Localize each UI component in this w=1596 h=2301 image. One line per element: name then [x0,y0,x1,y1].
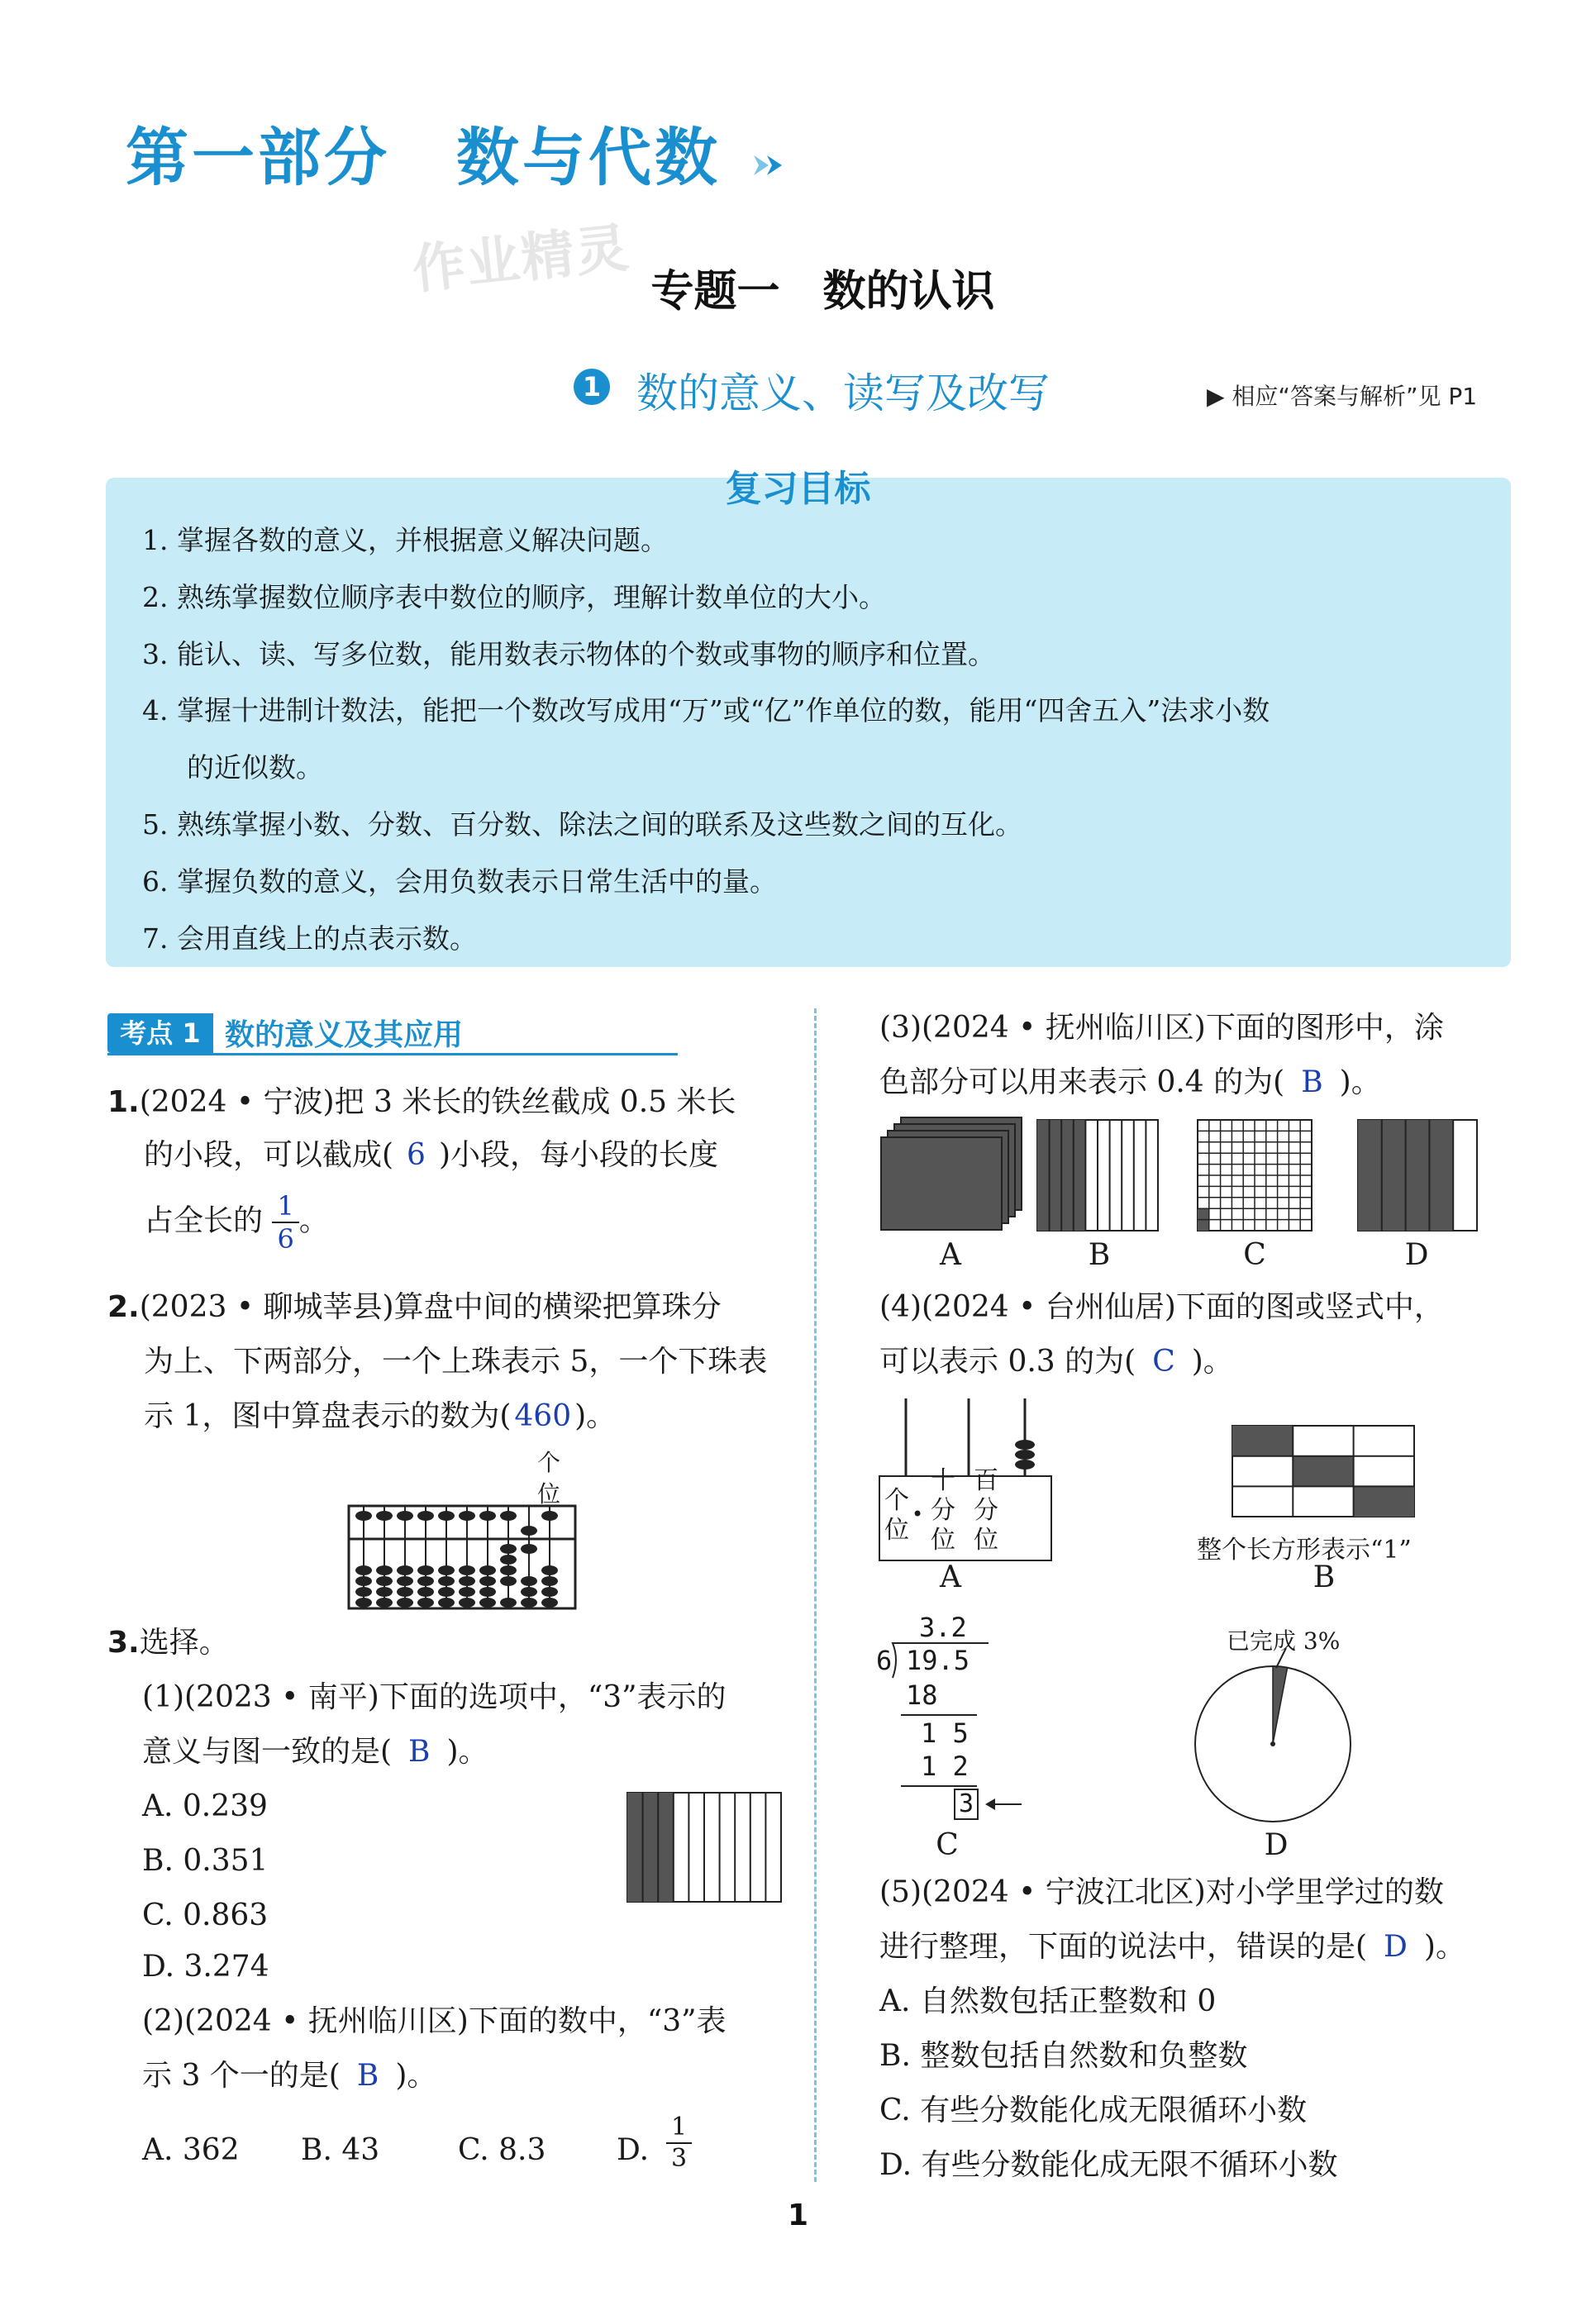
q1-answer-fraction [272,1190,298,1255]
q1-line1: (2024 • 宁波)把 3 米长的铁丝截成 0.5 米长 [139,1085,736,1119]
watermark: 作业精灵 [409,217,633,302]
division-row: 1 5 [921,1717,969,1749]
q3-p3-line1: (3)(2024 • 抚州临川区)下面的图形中，涂 [879,1011,1444,1045]
q3-text: )。 [1339,1065,1381,1099]
q3-text: )。 [1191,1345,1233,1379]
option-c: C. 8.3 [458,2133,546,2167]
fraction-numerator: 1 [272,1190,298,1223]
q3-text: 进行整理，下面的说法中，错误的是( [879,1930,1368,1964]
q1-text: )小段，每小段的长度 [438,1138,718,1172]
section-title: 数的意义、读写及改写 [636,369,1050,417]
part-title: 第一部分 数与代数 [126,121,721,194]
option-a: A. 362 [142,2133,240,2167]
q3-p1-line1: (1)(2023 • 南平)下面的选项中，“3”表示的 [142,1680,727,1714]
q1-answer-count: 6 [407,1138,426,1172]
q3-text: 色部分可以用来表示 0.4 的为( [879,1065,1285,1099]
abacus-figure [347,1504,579,1612]
topic-title: 专题一 数的认识 [650,267,995,317]
option-d: D. 3.274 [142,1950,269,1984]
q3-text: )。 [395,2059,437,2093]
progress-circle-figure [1190,1645,1355,1827]
q2-line2: 为上、下两部分，一个上珠表示 5，一个下珠表 [144,1345,768,1379]
option-a: A. 0.239 [142,1789,268,1823]
fraction-denominator: 3 [671,2144,688,2173]
goal-item: 3. 能认、读、写多位数，能用数表示物体的个数或事物的顺序和位置。 [142,638,995,670]
q1-text: 占全长的 [144,1203,264,1238]
goal-item: 5. 熟练掌握小数、分数、百分数、除法之间的联系及这些数之间的互化。 [142,808,1022,841]
abacus-col-ones: 个位 [884,1486,909,1545]
fraction-numerator: 1 [666,2113,692,2144]
figure-label-a: A [940,1238,961,1272]
abacus-col-tenths: 十分位 [931,1466,955,1555]
division-remainder: 3 [954,1789,979,1820]
question-2 [107,1289,722,1325]
q3-p5-line2 [879,1929,1465,1965]
division-row: 1 2 [921,1751,969,1782]
kaodian-title: 数的意义及其应用 [225,1018,464,1052]
q3-p5-answer: D [1384,1930,1408,1964]
question-1 [107,1084,736,1120]
q1-line2 [144,1137,718,1173]
section-number-badge: 1 [574,369,610,405]
column-divider [814,1008,817,2182]
partitioned-rectangle-figure [1232,1425,1415,1517]
question-number: 3. [107,1626,140,1660]
question-number: 1. [107,1085,140,1119]
q2-text: )。 [574,1399,617,1433]
q3-text: 意义与图一致的是( [142,1735,393,1769]
goal-item: 7. 会用直线上的点表示数。 [142,922,477,955]
division-line [901,1785,977,1787]
q3-p1-line2 [142,1734,488,1770]
figure-label-b: B [1313,1560,1336,1594]
q3-text: )。 [446,1735,488,1769]
q3-p1-answer: B [408,1735,431,1769]
q3-text: )。 [1423,1930,1465,1964]
division-divisor: 6 [876,1645,893,1676]
q3-p2-line2 [142,2058,436,2094]
answer-reference: ▶ 相应“答案与解析”见 P1 [1207,383,1478,410]
q3-p4-line1: (4)(2024 • 台州仙居)下面的图或竖式中， [879,1290,1444,1324]
option-b: B. 43 [301,2133,380,2167]
kaodian-tag: 考点 1 [107,1013,213,1053]
q1-text: 的小段，可以截成( [144,1138,394,1172]
q2-line3 [144,1398,616,1434]
fifths-rectangle-figure [1357,1119,1478,1231]
figure-label-d: D [1404,1238,1429,1272]
q1-line3 [144,1190,329,1255]
option-d: D. [617,2133,650,2167]
option-a: A. 自然数包括正整数和 0 [879,1984,1217,2018]
option-c: C. 0.863 [142,1898,269,1932]
q3-p3-line2 [879,1065,1381,1100]
kaodian-underline [107,1053,678,1055]
goal-item: 4. 掌握十进制计数法，能把一个数改写成用“万”或“亿”作单位的数，能用“四舍五入”法求小数 [142,694,1270,727]
option-b: B. 0.351 [142,1844,269,1878]
tenths-square-figure [1036,1119,1159,1231]
decimal-point: • [912,1503,924,1526]
abacus-label-top: 个 [537,1449,561,1476]
double-arrow-icon [754,149,803,182]
figure-label-b: B [1088,1238,1111,1272]
division-dividend: 19.5 [906,1645,970,1676]
question-3 [107,1625,229,1660]
option-d: D. 有些分数能化成无限不循环小数 [879,2148,1338,2182]
figure-label-a: A [940,1560,961,1594]
q3-p2-answer: B [356,2059,379,2093]
figure-label-c: C [936,1828,959,1862]
abacus-col-hundredths: 百分位 [974,1466,998,1555]
question-number: 2. [107,1290,140,1324]
abacus-label-bottom: 位 [537,1480,561,1508]
figure-b-caption: 整个长方形表示“1” [1197,1536,1412,1565]
arrow-left-icon [984,1795,1023,1813]
figure-label-d: D [1264,1828,1289,1862]
q2-text: 示 1，图中算盘表示的数为( [144,1399,512,1433]
fraction-denominator: 6 [277,1223,294,1255]
q2-answer: 460 [514,1399,572,1433]
q3-text: 可以表示 0.3 的为( [879,1345,1136,1379]
option-b: B. 整数包括自然数和负整数 [879,2039,1248,2073]
goal-item: 1. 掌握各数的意义，并根据意义解决问题。 [142,524,668,556]
goal-item: 6. 掌握负数的意义，会用负数表示日常生活中的量。 [142,865,777,898]
q1-text: 。 [298,1203,329,1238]
q3-intro: 选择。 [139,1626,229,1660]
option-c: C. 有些分数能化成无限循环小数 [879,2094,1308,2127]
division-row: 18 [906,1679,938,1711]
q3-p4-line2 [879,1344,1233,1379]
q2-line1: (2023 • 聊城莘县)算盘中间的横梁把算珠分 [139,1290,722,1324]
q3-p4-answer: C [1152,1345,1175,1379]
figure-d-caption: 已完成 3% [1227,1627,1341,1655]
hundredths-grid-figure [1197,1119,1313,1231]
tenths-strip-figure [626,1792,782,1903]
option-d-fraction [666,2113,692,2174]
q3-p2-line1: (2)(2024 • 抚州临川区)下面的数中，“3”表 [142,2004,727,2038]
q3-text: 示 3 个一的是( [142,2059,341,2093]
figure-label-c: C [1243,1238,1266,1272]
stacked-squares-figure [878,1116,1025,1233]
division-line [901,1714,977,1716]
q3-p5-line1: (5)(2024 • 宁波江北区)对小学里学过的数 [879,1875,1444,1909]
q3-p3-answer: B [1301,1065,1323,1099]
goal-item: 的近似数。 [187,751,323,784]
division-quotient: 3.2 [919,1612,967,1643]
page-number: 1 [787,2199,809,2232]
goal-item: 2. 熟练掌握数位顺序表中数位的顺序，理解计数单位的大小。 [142,581,886,613]
review-title: 复习目标 [725,468,871,510]
